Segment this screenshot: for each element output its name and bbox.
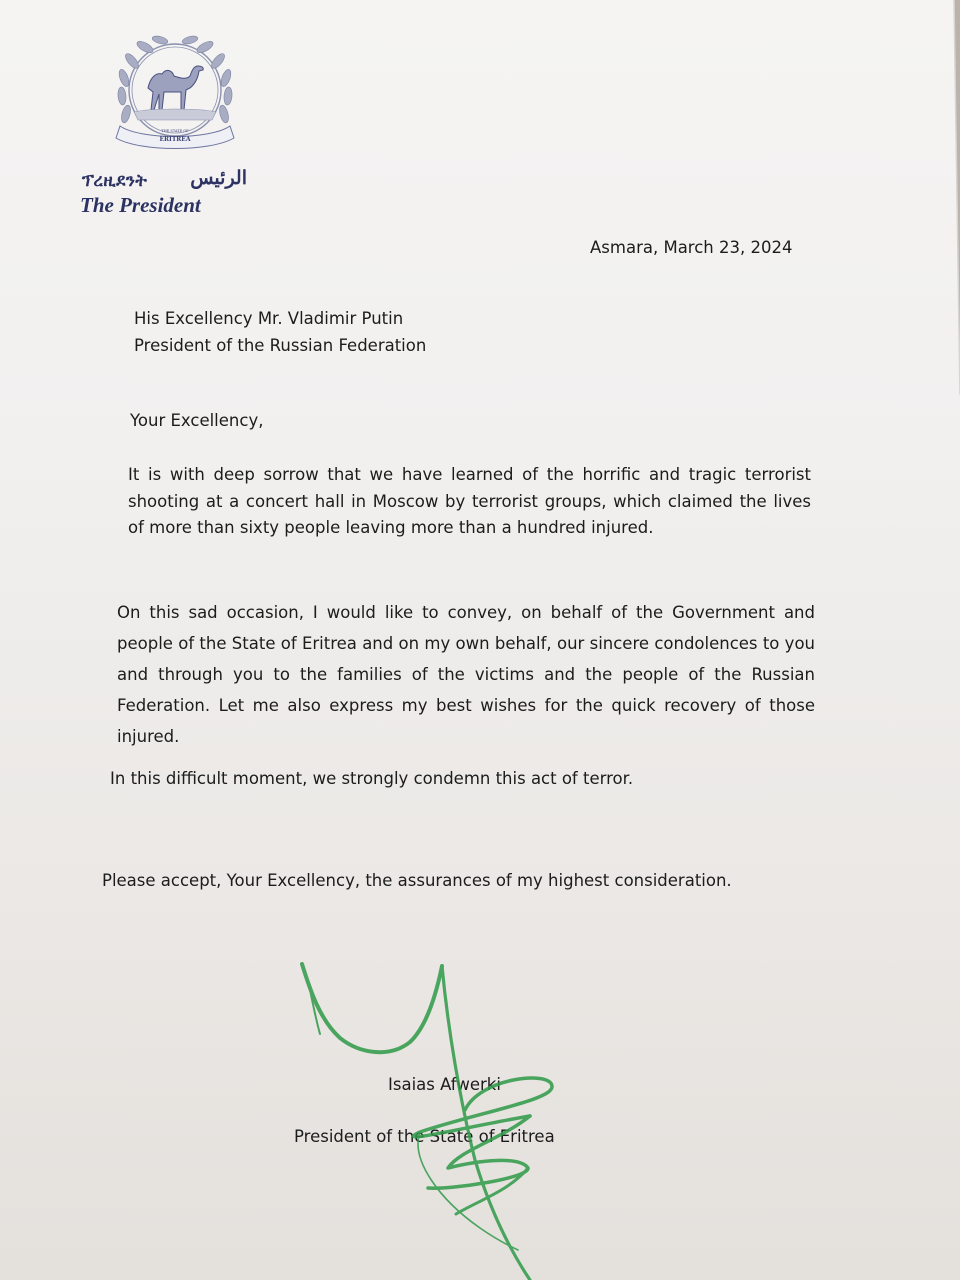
recipient-title: President of the Russian Federation	[134, 336, 427, 355]
letterhead-scripts	[82, 167, 247, 195]
date-line: Asmara, March 23, 2024	[590, 238, 793, 257]
signatory-title: President of the State of Eritrea	[294, 1127, 555, 1146]
desk-background-edge	[860, 0, 960, 420]
handwritten-signature	[280, 950, 640, 1280]
body-paragraph-3: In this difficult moment, we strongly condemn this act of terror.	[110, 769, 634, 788]
signatory-name: Isaias Afwerki	[388, 1075, 501, 1094]
body-paragraph-2: On this sad occasion, I would like to convey, on behalf of the Government and people of the State of Eritrea and on my own behalf, our sincere condolences to you and through you to the families of the victims and the people of the Russian Federation. Let me also express my best wishes for the quick recovery of those injured.	[117, 603, 815, 746]
recipient-name: His Excellency Mr. Vladimir Putin	[134, 309, 404, 328]
eritrea-camel-emblem-icon	[100, 28, 250, 163]
letterhead-english-title: The President	[80, 193, 201, 217]
svg-text:THE STATE OF: THE STATE OF	[161, 129, 189, 133]
svg-text:ERITREA: ERITREA	[159, 136, 191, 143]
salutation: Your Excellency,	[130, 411, 264, 430]
closing-line: Please accept, Your Excellency, the assurances of my highest consideration.	[102, 871, 732, 890]
body-paragraph-1: It is with deep sorrow that we have learned of the horrific and tragic terrorist shooting at a concert hall in Moscow by terrorist groups, which claimed the lives of more than sixty people leaving more than a hundred injured.	[128, 465, 811, 537]
letterhead-tigrinya-title: ፕረዚደንት	[82, 171, 148, 191]
letterhead-arabic-title: الرئيس	[190, 167, 247, 189]
